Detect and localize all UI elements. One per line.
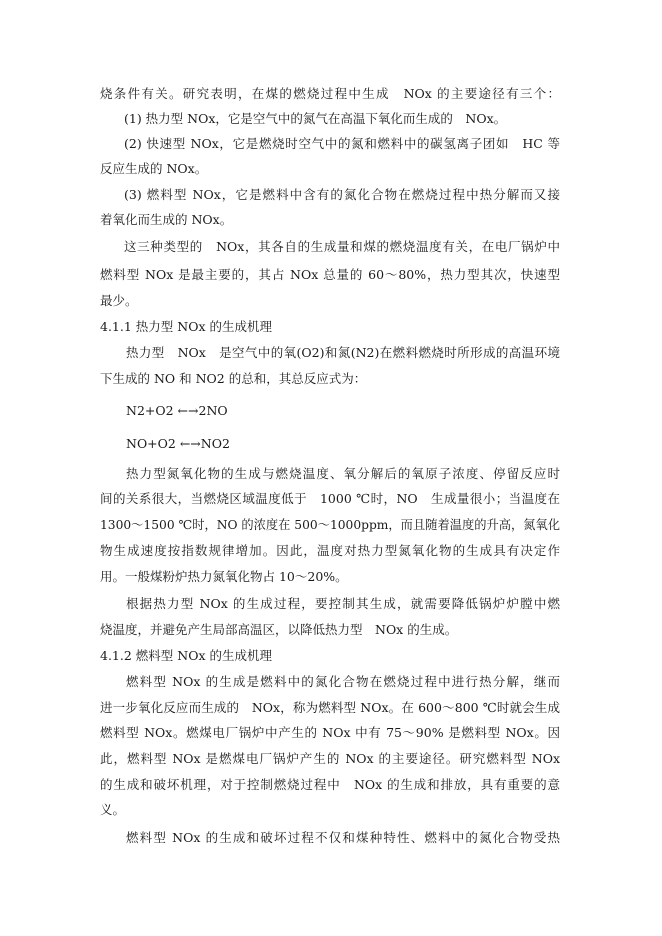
text-line: 烧温度，并避免产生局部高温区，以降低热力型 NOx 的生成。	[100, 622, 458, 637]
reaction-equation-2: NO+O2 ←→NO2	[126, 436, 230, 451]
paragraph-start: 燃料型 NOx 的生成和破坏过程不仅和煤种特性、燃料中的氮化合物受热	[126, 830, 560, 845]
paragraph-start: 热力型 NOx 是空气中的氧(O2)和氮(N2)在燃料燃烧时所形成的高温环境	[126, 345, 560, 360]
text-line: 用。一般煤粉炉热力氮氧化物占 10～20%。	[100, 569, 348, 584]
text-line: 此，燃料型 NOx 是燃煤电厂锅炉产生的 NOx 的主要途径。研究燃料型 NOx	[100, 751, 560, 766]
list-item-fuel: (3) 燃料型 NOx，它是燃料中含有的氮化合物在燃烧过程中热分解而又接	[124, 187, 560, 202]
text-line: 着氧化而生成的 NOx。	[100, 212, 233, 227]
paragraph-start: 燃料型 NOx 的生成是燃料中的氮化合物在燃烧过程中进行热分解，继而	[126, 674, 560, 689]
text-line: 1300～1500 ℃时，NO 的浓度在 500～1000ppm，而且随着温度的升高，氮氧化	[100, 518, 560, 532]
text-line: 义。	[100, 802, 126, 817]
text-line: 燃料型 NOx 是最主要的，其占 NOx 总量的 60～80%，热力型其次，快速型	[100, 267, 560, 282]
paragraph-start: 这三种类型的 NOx，其各自的生成量和煤的燃烧温度有关，在电厂锅炉中	[124, 239, 560, 254]
text-line: 烧条件有关。研究表明，在煤的燃烧过程中生成 NOx 的主要途径有三个：	[100, 86, 560, 101]
text-line: 间的关系很大，当燃烧区域温度低于 1000 ℃时，NO 生成量很小；当温度在	[100, 491, 560, 506]
list-item-prompt: (2) 快速型 NOx，它是燃烧时空气中的氮和燃料中的碳氢离子团如 HC 等	[124, 136, 560, 151]
section-heading-4-1-1: 4.1.1 热力型 NOx 的生成机理	[100, 319, 272, 334]
text-line: 反应生成的 NOx。	[100, 161, 208, 176]
text-line: 物生成速度按指数规律增加。因此，温度对热力型氮氧化物的生成具有决定作	[100, 543, 560, 558]
text-line: 下生成的 NO 和 NO2 的总和，其总反应式为：	[100, 371, 367, 386]
paragraph-start: 热力型氮氧化物的生成与燃烧温度、氧分解后的氧原子浓度、停留反应时	[126, 466, 560, 481]
text-line: 燃料型 NOx。燃煤电厂锅炉中产生的 NOx 中有 75～90% 是燃料型 NOx。因	[100, 725, 560, 740]
text-line: 最少。	[100, 293, 138, 308]
paragraph-start: 根据热力型 NOx 的生成过程，要控制其生成，就需要降低锅炉炉膛中燃	[126, 596, 560, 611]
text-line: 的生成和破坏机理，对于控制燃烧过程中 NOx 的生成和排放，具有重要的意	[100, 777, 560, 792]
section-heading-4-1-2: 4.1.2 燃料型 NOx 的生成机理	[100, 648, 272, 663]
reaction-equation-1: N2+O2 ←→2NO	[126, 403, 228, 418]
text-line: 进一步氧化反应而生成的 NOx，称为燃料型 NOx。在 600～800 ℃时就会生成	[100, 700, 560, 715]
list-item-thermal: (1) 热力型 NOx，它是空气中的氮气在高温下氧化而生成的 NOx。	[124, 111, 507, 126]
